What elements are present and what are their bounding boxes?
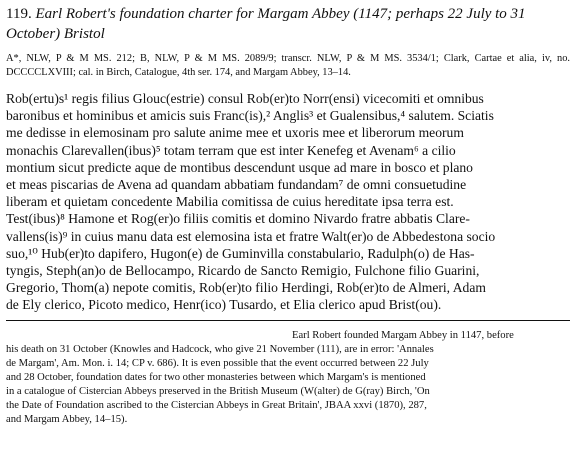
charter-line: Test(ibus)⁸ Hamone et Rog(er)o filiis comitis et domino Nivardo fratre abbatis Clare-: [6, 211, 470, 227]
editorial-note: [6, 329, 570, 427]
note-line: Earl Robert founded Margam Abbey in 1147, before: [292, 329, 514, 341]
charter-text: [6, 90, 570, 314]
charter-line: monachis Clarevallen(ibus)⁵ totam terram que est inter Kenefeg et Avenam⁶ a cilio: [6, 142, 456, 158]
charter-line: de Ely clerico, Picoto medico, Henr(ico) Tusardo, et Elia clerico apud Brist(ou).: [6, 297, 442, 313]
charter-line: liberam et quietam concedente Mabilia comitissa de cuius hereditate ipsa terra est.: [6, 194, 454, 210]
charter-line: Gregorio, Thom(a) nepote comitis, Rob(er)to filio Herdingi, Rob(er)to de Almeri, Adam: [6, 280, 486, 296]
charter-line: Rob(ertu)s¹ regis filius Glouc(estrie) consul Rob(er)to Norr(ensi) vicecomiti et omnibus: [6, 91, 484, 106]
note-line: the Date of Foundation ascribed to the Cistercian Abbeys in Great Britain', JBAA xxvi (1870), 287,: [6, 399, 427, 411]
section-divider: [6, 320, 570, 321]
charter-line: vallens(is)⁹ in cuius manu data est elemosina ista et fratre Walt(er)o de Abbedestona socio: [6, 228, 496, 244]
note-line: de Margam', Am. Mon. i. 14; CP v. 686). It is even possible that the event occurred between 22 July: [6, 357, 429, 369]
charter-line: et meas piscarias de Avena ad quandam abbatiam fundandam⁷ de omni consuetudine: [6, 177, 467, 193]
note-line: his death on 31 October (Knowles and Hadcock, who give 21 November (111), are in error: 'Annales: [6, 343, 434, 355]
charter-line: tyngis, Steph(an)o de Bellocampo, Ricardo de Sancto Remigio, Fulchone filio Guarini,: [6, 263, 480, 279]
charter-line: baronibus et hominibus et amicis suis Franc(is),² Anglis³ et Gualensibus,⁴ salutem. Sciatis: [6, 108, 494, 124]
note-line: and 28 October, foundation dates for two other monasteries between which Margam's is mentioned: [6, 371, 426, 383]
charter-title: Earl Robert's foundation charter for Margam Abbey (1147; perhaps 22 July to 31 October) Bristol: [6, 6, 526, 42]
charter-line: suo,¹⁰ Hub(er)to dapifero, Hugon(e) de Guminvilla constabulario, Radulph(o) de Has-: [6, 245, 475, 261]
charter-number: 119.: [6, 6, 32, 22]
charter-line: me dedisse in elemosinam pro salute anime mee et uxoris mee et liberorum meorum: [6, 125, 464, 141]
note-line: and Margam Abbey, 14–15).: [6, 413, 128, 425]
charter-heading: [6, 4, 570, 44]
charter-line: montium sicut predicte aque de montibus descendunt usque ad mare in bosco et plano: [6, 159, 473, 175]
manuscript-sources: A*, NLW, P & M MS. 212; B, NLW, P & M MS. 2089/9; transcr. NLW, P & M MS. 3534/1; Clark, Cartae et alia, iv, no. DCCCCLXVIII; cal. in Birch, Catalogue, 4th ser. 174, and Margam Abbey, 13–14.: [6, 53, 570, 78]
note-line: in a catalogue of Cistercian Abbeys preserved in the British Museum (W(alter) de G(ray) Birch, 'On: [6, 385, 430, 397]
